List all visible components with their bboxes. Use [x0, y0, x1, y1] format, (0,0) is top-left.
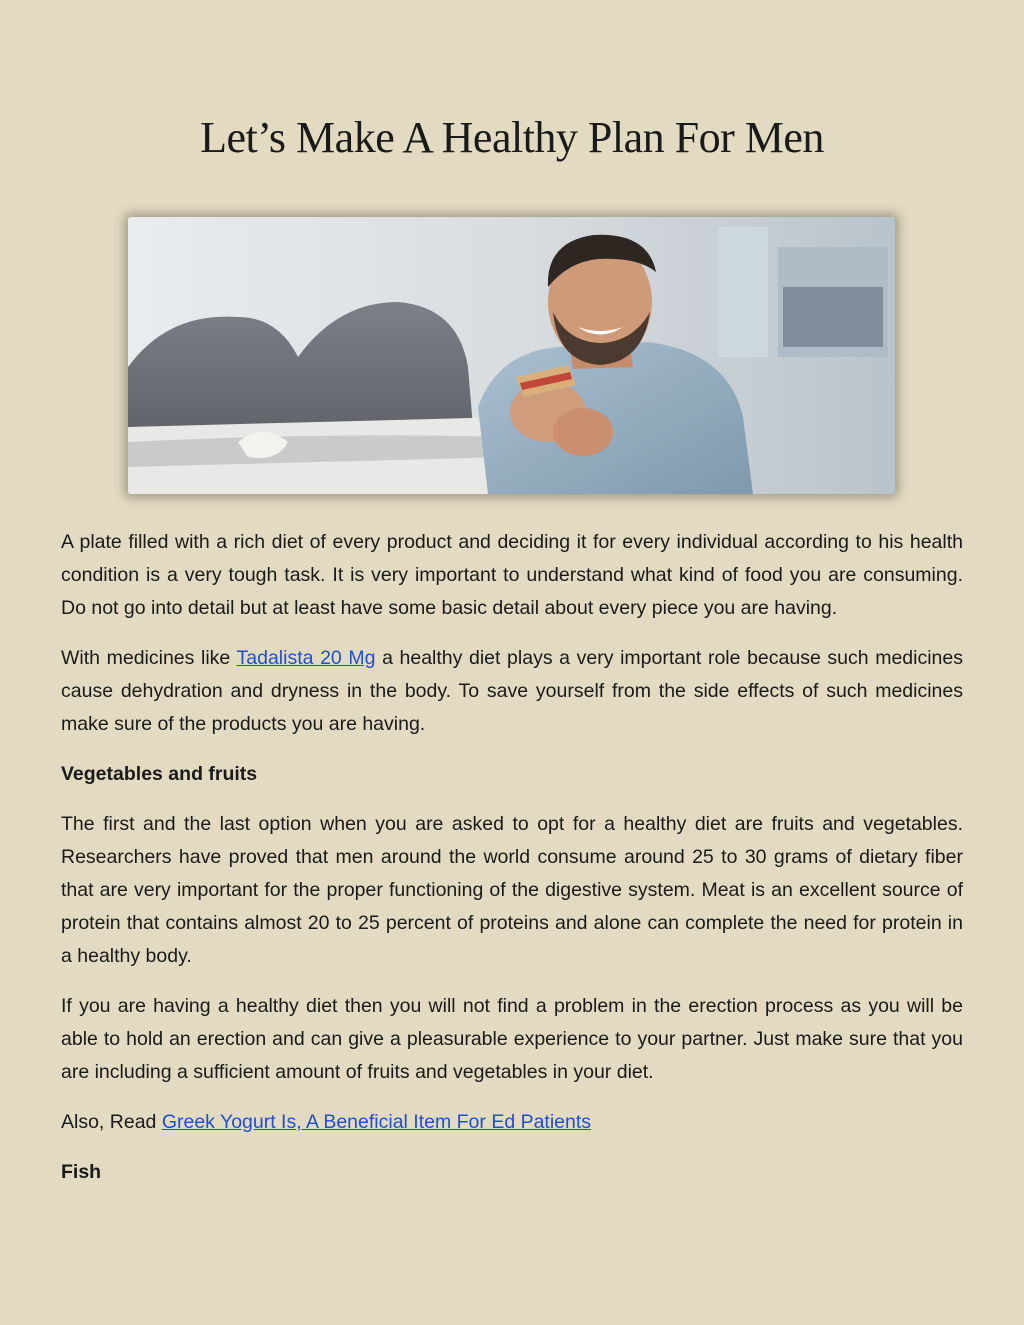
fish-heading: Fish [61, 1161, 102, 1183]
also-read-label: Also, Read [61, 1111, 162, 1133]
tadalista-link[interactable]: Tadalista 20 Mg [236, 647, 376, 669]
vegetables-heading: Vegetables and fruits [61, 763, 258, 785]
erection-paragraph: If you are having a healthy diet then you will not find a problem in the erection process as you will be able to hold an erection and can give a pleasurable experience to your partner. Just make sure that you are including a sufficient amount of fruits and vegetables in your diet. [61, 995, 963, 1083]
also-read-paragraph [61, 1106, 963, 1139]
fiber-paragraph: The first and the last option when you are asked to opt for a healthy diet are fruits and vegetables. Researchers have proved that men around the world consume around 25 to 30 grams of dietary fiber that are very important for the proper functioning of the digestive system. Meat is an excellent source of protein that contains almost 20 to 25 percent of proteins and alone can complete the need for protein in a healthy body. [61, 813, 963, 967]
medicine-paragraph [61, 642, 963, 741]
article-body [61, 526, 963, 1206]
intro-paragraph: A plate filled with a rich diet of every product and deciding it for every individual according to his health condition is a very tough task. It is very important to understand what kind of food you are consuming. Do not go into detail but at least have some basic detail about every piece you are having. [61, 531, 963, 619]
page-title: Let’s Make A Healthy Plan For Men [200, 113, 824, 162]
medicine-text-before: With medicines like [61, 647, 237, 669]
greek-yogurt-link[interactable]: Greek Yogurt Is, A Beneficial Item For Ed Patients [161, 1111, 592, 1133]
photo-man-eating-toast-icon [128, 217, 895, 494]
medicine-text-after: a healthy diet plays a very important role because such medicines cause dehydration and dryness in the body. To save yourself from the side effects of such medicines make sure of the products you are having. [61, 647, 963, 735]
hero-photo [128, 217, 895, 494]
